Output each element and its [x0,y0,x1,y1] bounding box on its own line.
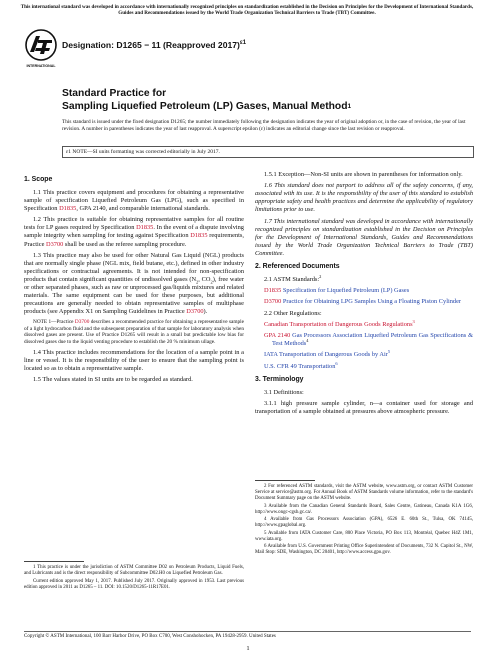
astm-standards-heading: 2.1 ASTM Standards:$^2$ [264,273,322,283]
designation-superscript: ε1 [239,40,247,47]
paragraph-1-6: 1.6 This standard does not purport to address all of the safety concerns, if any, associated with its use. It is the responsibility of the user of this standard to establish appropriate safety and health practices and determine the applicability of regulatory limitations prior to use. [255,182,473,214]
right-column [255,171,473,419]
paragraph-1-7: 1.7 This international standard was developed in accordance with internationally recognized principles on standardization established in the Decision on Principles for the Development of International Standards, Guides and Recommendations issued by the World Trade Organization Technical Barriers to Trade (TBT) Committee. [255,217,473,257]
copyright-rule [24,631,471,632]
page-number: 1 [246,645,250,652]
link-d3700[interactable]: D3700 [74,319,90,326]
epsilon-note: ε1 NOTE—SI units formatting was corrected editorially in July 2017. [62,146,474,158]
section-terminology-heading: 3. Terminology [255,375,304,383]
paragraph-1-1: 1.1 This practice covers equipment and procedures for obtaining a representative sample of specification Liquefied Petroleum Gas (LPG), such as specified in Specification D1835, GPA 2140, and comparable international standards. [24,189,244,213]
astm-logo [24,28,58,72]
footnote-6: 6 Available from U.S. Government Printing Office Superintendent of Documents, 732 N. Capitol St., NW, Mail Stop: SDE, Washington, DC 20401, http://www.access.gpo.gov. [255,544,473,555]
reference-cfr-49[interactable]: U.S. CFR 49 Transportation$^6$ [264,360,338,370]
left-column [24,171,244,387]
issue-note: This standard is issued under the fixed designation D1265; the number immediately following the designation indicates the year of original adoption or, in the case of revision, the year of last revision. A number in parentheses indicates the year of last reapproval. A superscript epsilon (ε) indicates an editorial change since the last revision or reapproval. [62,119,466,132]
footnote-3: 3 Available from the Canadian General Standards Board, Sales Centre, Gatineau, Canada K1A 1G6, http://www.ongc-cgsb.gc.ca/. [255,503,473,515]
link-d1835[interactable]: D1835 [59,205,77,213]
link-d1835[interactable]: D1835 [136,224,154,232]
reference-iata[interactable]: IATA Transportation of Dangerous Goods by Air$^5$ [264,349,391,359]
copyright-line: Copyright © ASTM International, 100 Barr Harbor Drive, PO Box C700, West Conshohocken, PA 19428-2959. United States [24,634,276,639]
link-d3700[interactable]: D3700 [46,240,64,248]
footnote-4: 4 Available from Gas Processors Association (GPA), 6526 E. 60th St., Tulsa, OK 74145, http://www.gpaglobal.org. [255,517,473,528]
reference-canadian-tdg[interactable]: Canadian Transportation of Dangerous Goods Regulations$^3$ [264,318,415,328]
link-d1835[interactable]: D1835 [190,232,208,240]
title-footnote-marker: 1 [347,102,352,110]
section-scope-heading: 1. Scope [24,176,53,183]
footnote-rule [24,561,84,562]
paragraph-1-4: 1.4 This practice includes recommendations for the location of a sample point in a line or vessel. It is the responsibility of the user to ensure that the sampling point is located so as to obtain a representative sample. [24,348,244,372]
document-title [62,88,351,113]
footnote-2: 2 For referenced ASTM standards, visit the ASTM website, www.astm.org, or contact ASTM Customer Service at service@astm.org. For Annual Book of ASTM Standards volume information, refer to the standard's Document Summary page on the ASTM website. [255,484,473,501]
paragraph-1-2: 1.2 This practice is suitable for obtaining representative samples for all routine tests for LP gases required by Specification D1835. In the event of a dispute involving sample integrity when sampling for testing against Specification D1835 requirements, Practice D3700 shall be used as the referee sampling procedure. [24,216,244,248]
note-1: NOTE 1—Practice D3700 describes a recommended practice for obtaining a representative sample of a light hydrocarbon fluid and the subsequent preparation of that sample for laboratory analysis when dissolved gases are present. Use of Practice D1265 will result in a small but predictable low bias for dissolved gases due to the liquid venting procedure to establish the 20 % minimum ullage. [24,319,244,345]
link-d3700[interactable]: D3700 [186,308,204,316]
reference-d1835[interactable]: D1835 Specification for Liquefied Petroleum (LP) Gases [264,287,410,295]
title-line-2: Sampling Liquefied Petroleum (LP) Gases, Manual Method$^1$ [62,100,352,112]
paragraph-3-1-1: 3.1.1 high pressure sample cylinder, n—a container used for storage and transportation of a sample obtained at pressures above atmospheric pressure. [255,399,473,415]
footnote-1: 1 This practice is under the jurisdiction of ASTM Committee D02 on Petroleum Products, Liquid Fuels, and Lubricants and is the direct responsibility of Subcommittee D02.H0 on Liquefied Petroleum Gas. [24,565,244,576]
other-regulations-heading: 2.2 Other Regulations: [264,309,322,317]
footnotes-left [24,565,244,592]
section-references-heading: 2. Referenced Documents [255,262,340,270]
footnote-1-edition: Current edition approved May 1, 2017. Published July 2017. Originally approved in 1953. Last previous edition approved in 2011 as D1265 – 11. DOI: 10.1520/D1265-11R17E01. [24,578,244,590]
paragraph-1-3: 1.3 This practice may also be used for other Natural Gas Liquid (NGL) products that are normally single phase (NGL mix, field butane, etc.), defined in other industry specifications or contractual agreements. It is not intended for non-specification products that contain significant quantities of undissolved gases ($N_2$, $CO_2$), free water or other separated phases, such as raw or unprocessed gas/liquids mixtures and related materials. The same equipment can be used for these purposes, but additional precautions are generally needed to obtain representative samples of multiphase products (see Appendix X1 on Sampling Guidelines in Practice D3700). [24,251,244,316]
designation [62,40,246,50]
footnote-5: 5 Available from IATA Customer Care, 800 Place Victoria, PO Box 113, Montréal, Quebec H4Z 1M1, www.iata.org. [255,530,473,542]
paragraph-1-5: 1.5 The values stated in SI units are to be regarded as standard. [33,375,193,383]
footnotes-right [255,484,473,558]
reference-gpa-2140[interactable]: GPA 2140 Gas Processors Association Liquefied Petroleum Gas Specifications & Test Methods$^4$ [264,332,474,348]
title-line-1: Standard Practice for [62,88,167,99]
paragraph-3-1: 3.1 Definitions: [264,388,304,396]
footnote-rule [255,480,315,481]
designation-text: Designation: D1265 − 11 (Reapproved 2017) [62,40,240,50]
top-notice: This international standard was developed in accordance with internationally recognized principles on standardization established in the Decision on Principles for the Development of International Standards, Guides and Recommendations issued by the World Trade Organization Technical Barriers to Trade (TBT) Committee. [20,4,474,17]
paragraph-1-5-1: 1.5.1 Exception—Non-SI units are shown in parentheses for information only. [264,171,463,178]
reference-d3700[interactable]: D3700 Practice for Obtaining LPG Samples Using a Floating Piston Cylinder [264,298,462,306]
logo-caption: INTERNATIONAL [26,64,56,68]
